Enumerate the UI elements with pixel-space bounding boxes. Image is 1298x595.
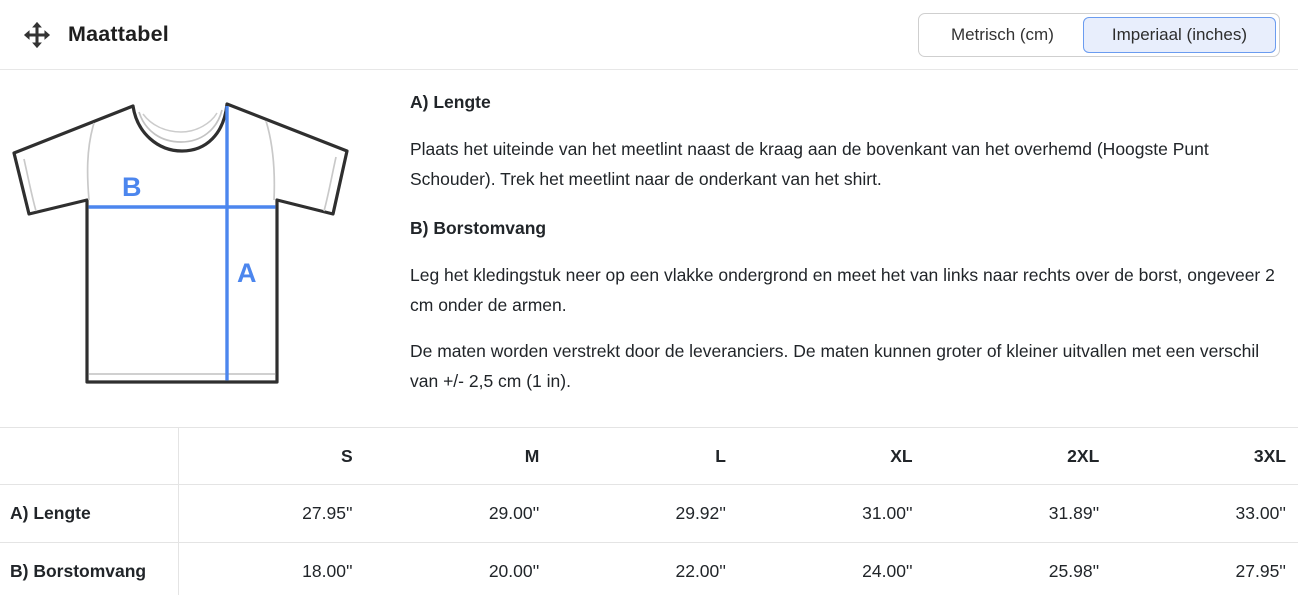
- measurement-cell: 31.00'': [738, 485, 925, 543]
- chest-section-heading: B) Borstomvang: [410, 218, 547, 238]
- corner-cell: [0, 428, 178, 485]
- length-section-heading: A) Lengte: [410, 92, 491, 112]
- size-column-header: XL: [738, 428, 925, 485]
- chest-label: B: [122, 172, 142, 202]
- measurement-cell: 31.89'': [925, 485, 1112, 543]
- measurement-cell: 27.95'': [1111, 543, 1298, 595]
- table-row-chest: [0, 543, 1298, 595]
- tshirt-outline: [14, 104, 347, 382]
- move-icon[interactable]: [22, 20, 52, 50]
- measurement-cell: 18.00'': [178, 543, 365, 595]
- measurement-cell: 27.95'': [178, 485, 365, 543]
- measurement-cell: 20.00'': [365, 543, 552, 595]
- measurement-disclaimer: De maten worden verstrekt door de leveranciers. De maten kunnen groter of kleiner uitvallen met een verschil van +/- 2,5 cm (1 in).: [410, 341, 1260, 391]
- size-column-header: 2XL: [925, 428, 1112, 485]
- size-column-header: 3XL: [1111, 428, 1298, 485]
- collar-seam-outer: [139, 110, 222, 142]
- chest-section-body: Leg het kledingstuk neer op een vlakke ondergrond en meet het van links naar rechts over de borst, ongeveer 2 cm onder de armen.: [410, 265, 1275, 315]
- size-chart-header: [0, 0, 1298, 70]
- unit-toggle-group: [918, 13, 1280, 57]
- measurement-cell: 29.92'': [551, 485, 738, 543]
- tshirt-diagram: [10, 87, 350, 427]
- measurement-cell: 33.00'': [1111, 485, 1298, 543]
- size-column-header: L: [551, 428, 738, 485]
- page-title: Maattabel: [68, 22, 169, 46]
- row-label: A) Lengte: [0, 485, 178, 543]
- measurement-cell: 25.98'': [925, 543, 1112, 595]
- instructions-column: [410, 70, 1290, 427]
- size-table-header-row: [0, 428, 1298, 485]
- size-table: [0, 427, 1298, 595]
- imperial-toggle-button[interactable]: Imperiaal (inches): [1083, 17, 1276, 53]
- measurement-cell: 29.00'': [365, 485, 552, 543]
- size-column-header: S: [178, 428, 365, 485]
- collar-seam-inner: [143, 113, 217, 132]
- table-row-length: [0, 485, 1298, 543]
- length-section-body: Plaats het uiteinde van het meetlint naast de kraag aan de bovenkant van het overhemd (Hoogste Punt Schouder). Trek het meetlint naar de onderkant van het shirt.: [410, 139, 1209, 189]
- content-section: [0, 70, 1298, 427]
- measurement-cell: 24.00'': [738, 543, 925, 595]
- length-label: A: [237, 258, 257, 288]
- size-column-header: M: [365, 428, 552, 485]
- measurement-cell: 22.00'': [551, 543, 738, 595]
- metric-toggle-button[interactable]: Metrisch (cm): [922, 17, 1083, 53]
- row-label: B) Borstomvang: [0, 543, 178, 595]
